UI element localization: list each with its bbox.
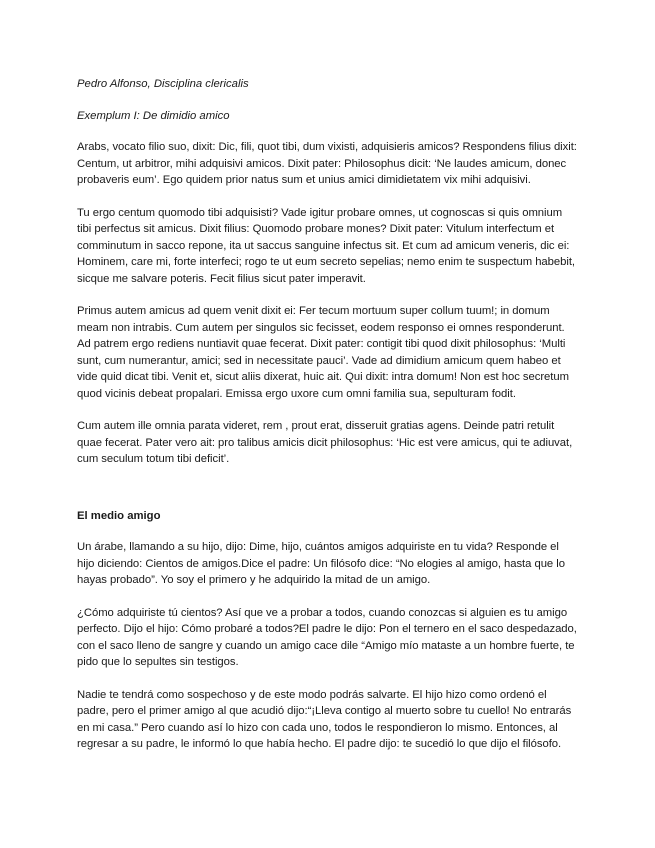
spanish-paragraph: Un árabe, llamando a su hijo, dijo: Dime, hijo, cuántos amigos adquiriste en tu vida? Responde el hijo diciendo: Cientos de amigos.Dice el padre: Un filósofo dice: “No elogies al amigo, hasta que lo hayas probado”. Yo soy el primero y he adquirido la mitad de un amigo. — [77, 541, 565, 586]
latin-paragraph: Tu ergo centum quomodo tibi adquisisti? Vade igitur probare omnes, ut cognoscas si quis omnium tibi perfectus sit amicus. Dixit filius: Quomodo probare mones? Dixit pater: Vitulum interfectum et comminutum in sacco repone, ita ut saccus sanguine infectus sit. Et cum ad amicum veneris, dic ei: Hominem, care mi, forte interfeci; rogo te ut eum secreto sepelias; nemo enim te suspectum habebit, sicque me salvare poteris. Fecit filius sicut pater imperavit. — [77, 206, 575, 285]
spanish-paragraph: ¿Cómo adquiriste tú cientos? Así que ve a probar a todos, cuando conozcas si alguien es tu amigo perfecto. Dijo el hijo: Cómo probaré a todos?El padre le dijo: Pon el ternero en el saco despedazado, con el saco lleno de sangre y cuando un amigo cace dile “Amigo mío mataste a un hombre fuerte, te pido que lo sepultes sin testigos. — [77, 606, 577, 668]
spanish-paragraph: Nadie te tendrá como sospechoso y de este modo podrás salvarte. El hijo hizo como ordenó el padre, pero el primer amigo al que acudió dijo:“¡Lleva contigo al muerto sobre tu cuello! No entrarás en mi casa.” Pero cuando así lo hizo con cada uno, todos le respondieron lo mismo. Entonces, al regresar a su padre, le informó lo que había hecho. El padre dijo: te sucedió lo que dijo el filósofo. — [77, 688, 572, 750]
author-line: Pedro Alfonso, Disciplina clericalis — [77, 78, 249, 90]
latin-paragraph: Cum autem ille omnia parata videret, rem , prout erat, disseruit gratias agens. Deinde patri retulit quae fecerat. Pater vero ait: pro talibus amicis dicit philosophus: ‘Hic est vere amicus, qui te adiuvat, cum seculum totum tibi deficit’. — [77, 420, 573, 465]
spanish-title: El medio amigo — [77, 509, 161, 522]
example-title: Exemplum I: De dimidio amico — [77, 109, 230, 122]
latin-paragraph: Primus autem amicus ad quem venit dixit ei: Fer tecum mortuum super collum tuum!; in domum meam non intrabis. Cum autem per singulos sic fecisset, eodem responso ei omnes responderunt. Ad patrem ergo rediens nuntiavit quae fecerat. Dixit pater: contigit tibi quod dixit philosophus: ‘Multi sunt, cum numerantur, amici; sed in necessitate pauci’. Vade ad dimidium amicum quem habeo et vide quid dicat tibi. Venit et, sicut aliis dixerat, huic ait. Qui dixit: intra domum! Non est hoc secretum quod vicinis debeat propalari. Emissa ergo uxore cum omni familia sua, sepulturam fodit. — [77, 305, 569, 400]
latin-paragraph: Arabs, vocato filio suo, dixit: Dic, fili, quot tibi, dum vixisti, adquisieris amicos? Respondens filius dixit: Centum, ut arbitror, mihi adquisivi amicos. Dixit pater: Philosophus dicit: ‘Ne laudes amicum, donec probaveris eum’. Ego quidem prior natus sum et unius amici dimidietatem vix mihi adquisivi. — [77, 141, 577, 186]
document-page — [77, 76, 579, 753]
